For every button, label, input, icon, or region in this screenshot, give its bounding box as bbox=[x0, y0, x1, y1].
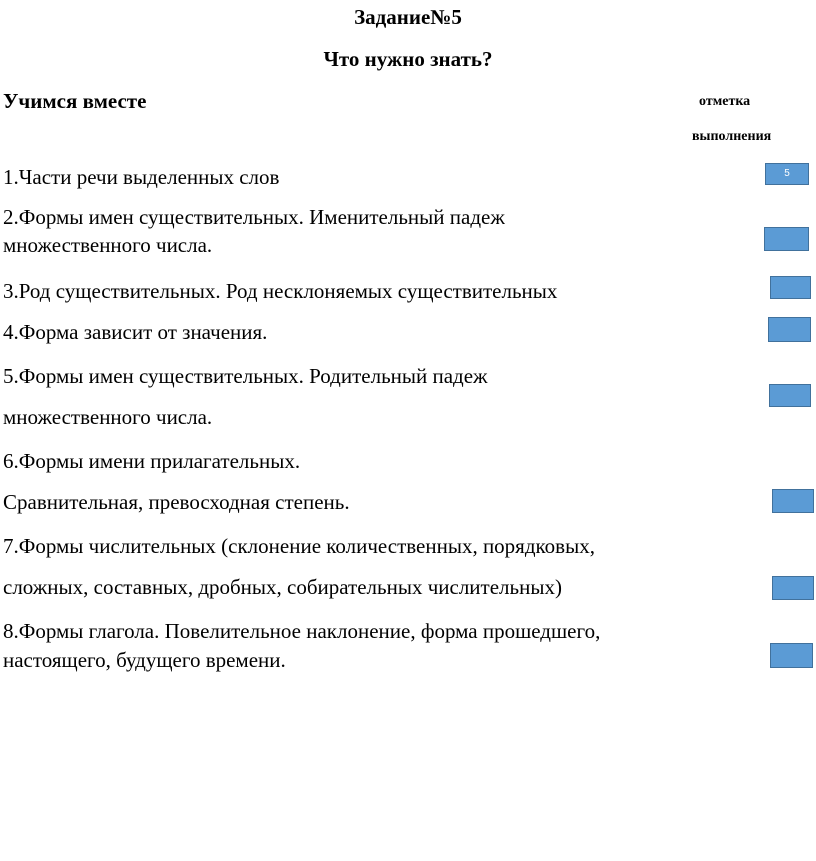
completion-mark-box-4[interactable] bbox=[768, 317, 811, 342]
completion-mark-box-6[interactable] bbox=[772, 489, 814, 513]
list-item-3-line-1: 3.Род существительных. Род несклоняемых существительных bbox=[3, 279, 558, 303]
list-item-8-line-2: настоящего, будущего времени. bbox=[3, 648, 286, 672]
list-item-7-line-2: сложных, составных, дробных, собирательных числительных) bbox=[3, 575, 562, 599]
completion-mark-box-5[interactable] bbox=[769, 384, 811, 407]
completion-mark-box-1[interactable] bbox=[765, 163, 809, 185]
completion-mark-box-2[interactable] bbox=[764, 227, 809, 251]
list-item-8-line-1: 8.Формы глагола. Повелительное наклонение, форма прошедшего, bbox=[3, 619, 601, 643]
completion-mark-box-3[interactable] bbox=[770, 276, 811, 299]
list-item-4-line-1: 4.Форма зависит от значения. bbox=[3, 320, 268, 344]
list-item-2-line-1: 2.Формы имен существительных. Именительный падеж bbox=[3, 205, 505, 229]
mark-column-label-line1: отметка bbox=[699, 94, 751, 109]
list-item-6-line-2: Сравнительная, превосходная степень. bbox=[3, 490, 350, 514]
section-heading: Учимся вместе bbox=[3, 89, 147, 113]
task-title: Задание№5 bbox=[354, 5, 462, 29]
mark-column-label-line2: выполнения bbox=[692, 129, 772, 144]
completion-mark-box-8[interactable] bbox=[770, 643, 813, 668]
list-item-6-line-1: 6.Формы имени прилагательных. bbox=[3, 449, 301, 473]
list-item-1-line-1: 1.Части речи выделенных слов bbox=[3, 165, 280, 189]
completion-mark-value-1: 5 bbox=[784, 168, 790, 179]
list-item-2-line-2: множественного числа. bbox=[3, 233, 213, 257]
task-subtitle: Что нужно знать? bbox=[323, 47, 493, 71]
list-item-5-line-1: 5.Формы имен существительных. Родительный падеж bbox=[3, 364, 488, 388]
list-item-7-line-1: 7.Формы числительных (склонение количественных, порядковых, bbox=[3, 534, 595, 558]
list-item-5-line-2: множественного числа. bbox=[3, 405, 213, 429]
completion-mark-box-7[interactable] bbox=[772, 576, 814, 600]
